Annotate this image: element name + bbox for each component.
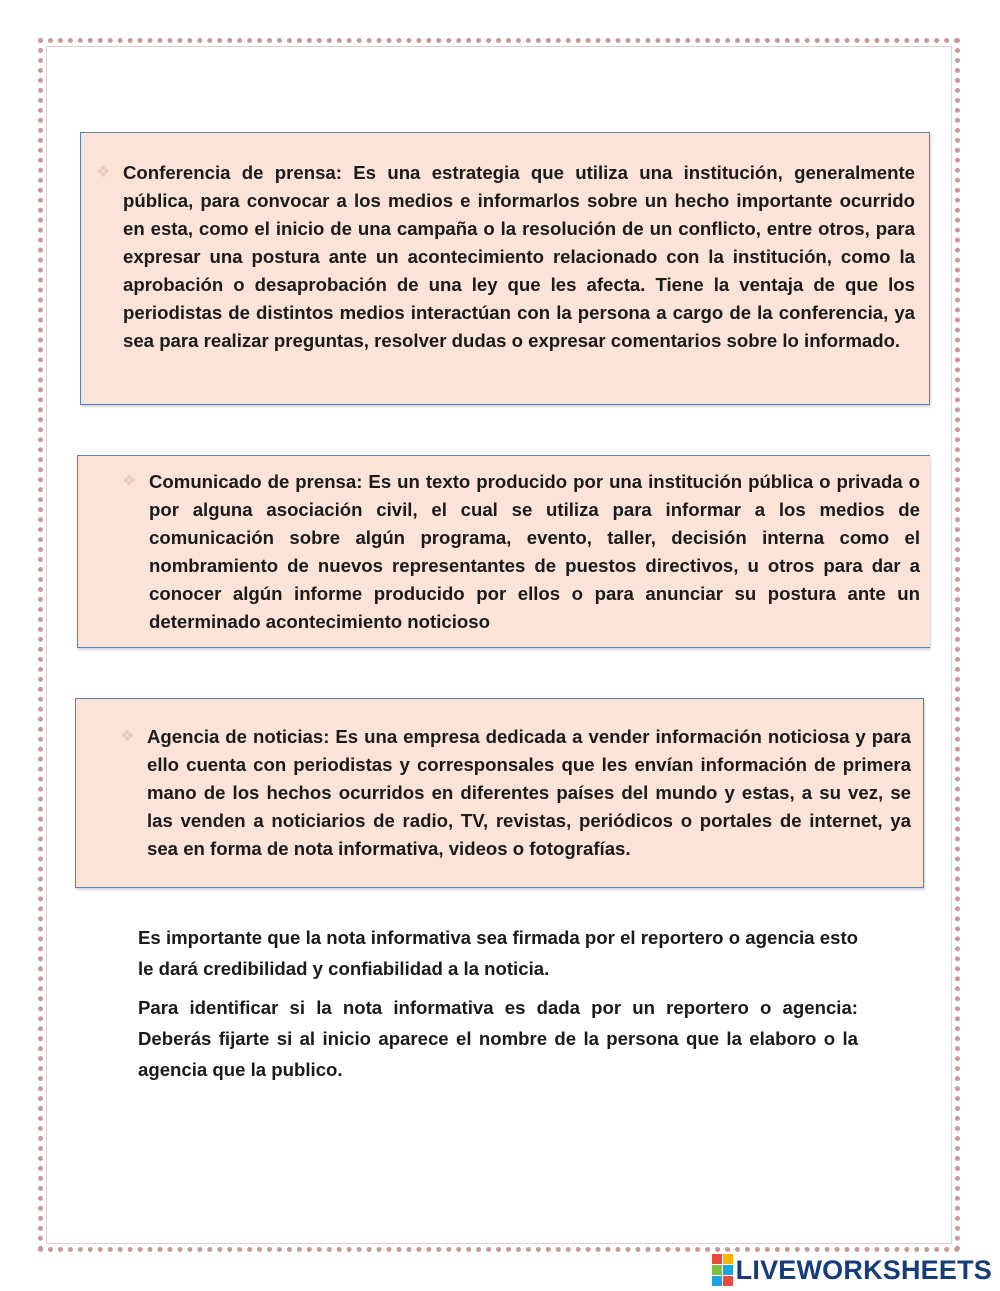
bullet-item — [96, 159, 915, 355]
diamond-bullet-icon: ❖ — [120, 728, 135, 745]
watermark-text: LIVEWORKSHEETS — [735, 1254, 992, 1285]
item-text: Conferencia de prensa: Es una estrategia que utiliza una institución, generalmente pública, para convocar a los medios e informarlos sobre un hecho importante ocurrido en esta, como el inicio de una campaña o la resolución de un conflicto, entre otros, para expresar una postura ante un acontecimiento relacionado con la institución, como la aprobación o desaprobación de una ley que les afecta. Tiene la ventaja de que los periodistas de distintos medios interactúan con la persona a cargo de la conferencia, ya sea para realizar preguntas, resolver dudas o expresar comentarios sobre lo informado. — [123, 162, 915, 351]
diamond-bullet-icon: ❖ — [96, 164, 111, 181]
item-text: Comunicado de prensa: Es un texto producido por una institución pública o privada o por alguna asociación civil, el cual se utiliza para informar a los medios de comunicación sobre algún programa, evento, taller, decisión interna como el nombramiento de nuevos representantes de puestos directivos, u otros para dar a conocer algún informe producido por ellos o para anunciar su postura ante un determinado acontecimiento noticioso — [149, 471, 920, 632]
info-box-conferencia — [80, 132, 930, 405]
bullet-item — [120, 723, 911, 863]
notes-section — [138, 922, 858, 1093]
item-text: Agencia de noticias: Es una empresa dedicada a vender información noticiosa y para ello cuenta con periodistas y corresponsales que les envían información de primera mano de los hechos ocurridos en diferentes países del mundo y estas, a su vez, se las venden a noticiarios de radio, TV, revistas, periódicos o portales de internet, ya sea en forma de nota informativa, videos o fotografías. — [147, 726, 911, 859]
info-box-comunicado — [77, 455, 930, 648]
bullet-item — [122, 468, 920, 636]
watermark — [712, 1255, 992, 1285]
diamond-bullet-icon: ❖ — [122, 473, 137, 490]
liveworksheets-logo-icon — [712, 1254, 733, 1286]
note-paragraph: Es importante que la nota informativa sea firmada por el reportero o agencia esto le dará credibilidad y confiabilidad a la noticia. — [138, 927, 858, 979]
note-paragraph: Para identificar si la nota informativa es dada por un reportero o agencia: Deberás fijarte si al inicio aparece el nombre de la persona que la elaboro o la agencia que la publico. — [138, 997, 858, 1080]
info-box-agencia — [75, 698, 924, 888]
